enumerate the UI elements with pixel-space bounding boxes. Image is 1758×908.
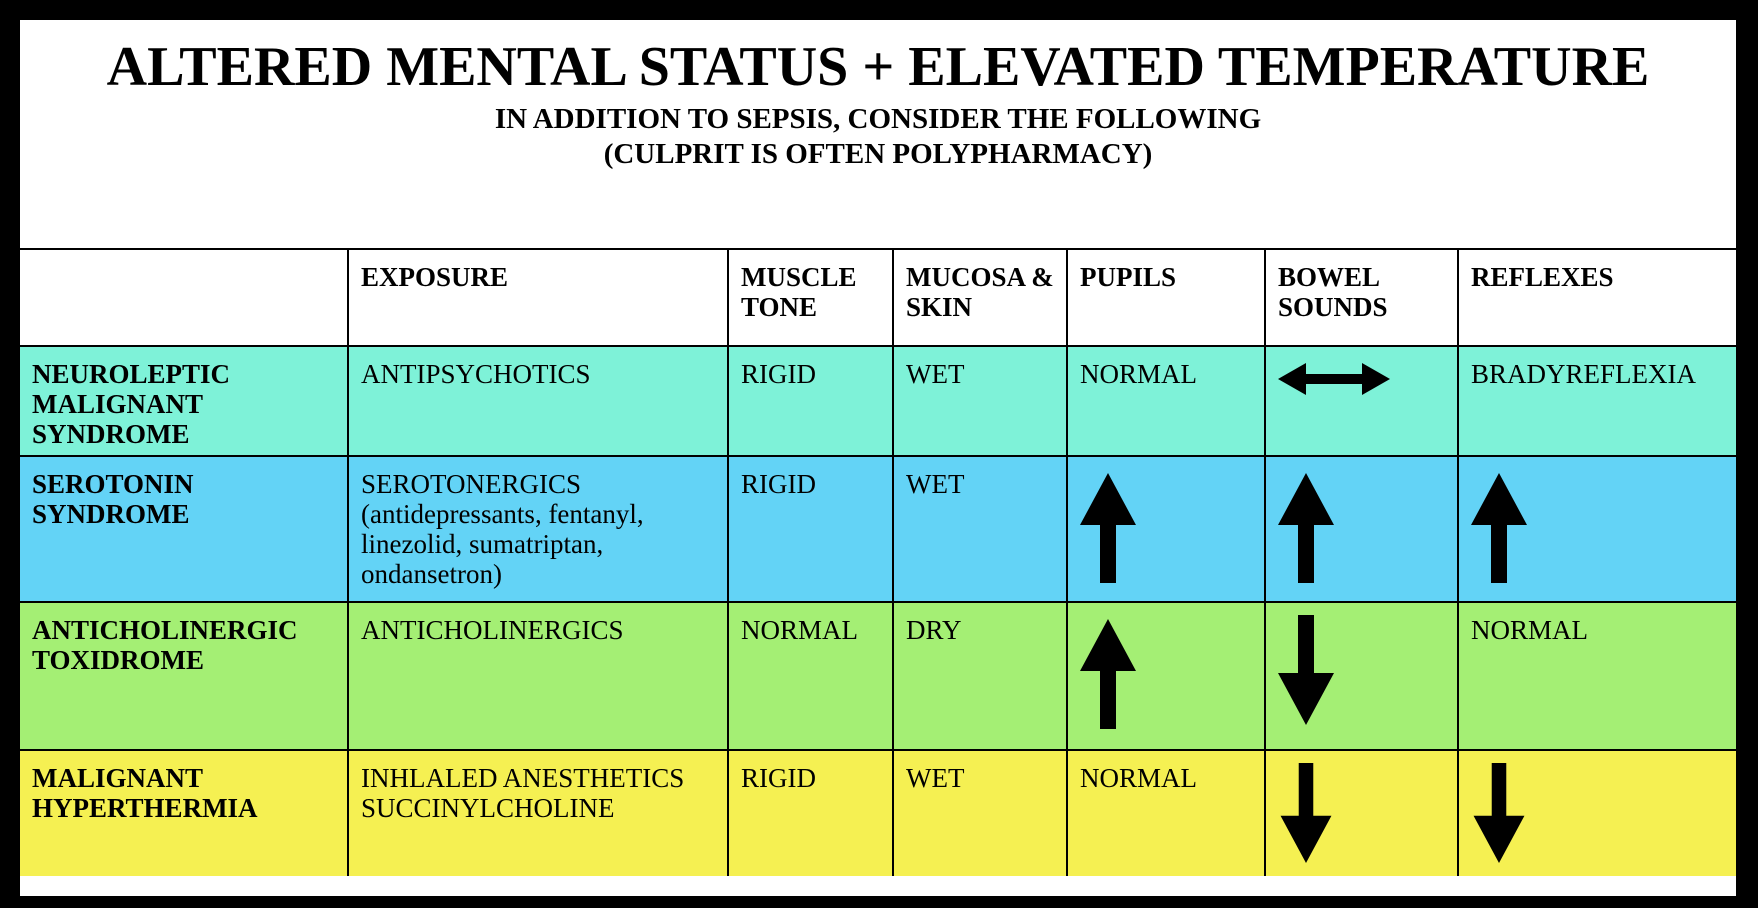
exposure-cell [348, 750, 728, 876]
up-arrow-icon [1278, 473, 1334, 583]
muscle-tone-cell: RIGID [728, 456, 893, 602]
header-exposure: EXPOSURE [348, 250, 728, 346]
pupils-cell [1067, 456, 1265, 602]
title-block [20, 20, 1736, 250]
toxidrome-chart [18, 18, 1738, 898]
pupils-cell: NORMAL [1067, 346, 1265, 456]
down-arrow-icon [1471, 763, 1527, 863]
header-muscle-tone: MUSCLE TONE [728, 250, 893, 346]
mucosa-skin-cell: WET [893, 346, 1067, 456]
reflexes-cell [1458, 456, 1736, 602]
muscle-tone-cell: RIGID [728, 346, 893, 456]
table-row [20, 346, 1736, 456]
comparison-table [20, 250, 1736, 876]
subtitle-line-2: (CULPRIT IS OFTEN POLYPHARMACY) [603, 138, 1153, 170]
exposure-cell: SEROTONERGICS (antidepressants, fentanyl, linezolid, sumatriptan, ondansetron) [348, 456, 728, 602]
header-mucosa-skin: MUCOSA & SKIN [893, 250, 1067, 346]
up-arrow-icon [1471, 473, 1527, 583]
mucosa-skin-cell: DRY [893, 602, 1067, 750]
row-name: NEUROLEPTIC MALIGNANT SYNDROME [20, 346, 348, 456]
mucosa-skin-cell: WET [893, 750, 1067, 876]
bowel-sounds-cell [1265, 346, 1458, 456]
pupils-cell: NORMAL [1067, 750, 1265, 876]
exposure-cell: ANTICHOLINERGICS [348, 602, 728, 750]
header-row [20, 250, 1736, 346]
header-name [20, 250, 348, 346]
subtitle-line-1: IN ADDITION TO SEPSIS, CONSIDER THE FOLLOWING [494, 103, 1262, 135]
down-arrow-icon [1278, 763, 1334, 863]
exposure-cell: ANTIPSYCHOTICS [348, 346, 728, 456]
reflexes-cell: BRADYREFLEXIA [1458, 346, 1736, 456]
reflexes-cell [1458, 750, 1736, 876]
muscle-tone-cell: RIGID [728, 750, 893, 876]
up-arrow-icon [1080, 473, 1136, 583]
pupils-cell [1067, 602, 1265, 750]
header-pupils: PUPILS [1067, 250, 1265, 346]
table-row [20, 456, 1736, 602]
header-reflexes: REFLEXES [1458, 250, 1736, 346]
table-row [20, 750, 1736, 876]
muscle-tone-cell: NORMAL [728, 602, 893, 750]
row-name: SEROTONIN SYNDROME [20, 456, 348, 602]
page-title: ALTERED MENTAL STATUS + ELEVATED TEMPERATURE [106, 36, 1650, 98]
left-right-arrow-icon [1278, 359, 1390, 399]
header-bowel-sounds: BOWEL SOUNDS [1265, 250, 1458, 346]
mucosa-skin-cell: WET [893, 456, 1067, 602]
reflexes-cell: NORMAL [1458, 602, 1736, 750]
bowel-sounds-cell [1265, 602, 1458, 750]
up-arrow-icon [1080, 619, 1136, 729]
bowel-sounds-cell [1265, 750, 1458, 876]
down-arrow-icon [1278, 615, 1334, 725]
table-row [20, 602, 1736, 750]
row-name: ANTICHOLINERGIC TOXIDROME [20, 602, 348, 750]
exposure-line: SUCCINYLCHOLINE [361, 793, 615, 823]
row-name: MALIGNANT HYPERTHERMIA [20, 750, 348, 876]
bowel-sounds-cell [1265, 456, 1458, 602]
exposure-line: INHLALED ANESTHETICS [361, 763, 685, 793]
